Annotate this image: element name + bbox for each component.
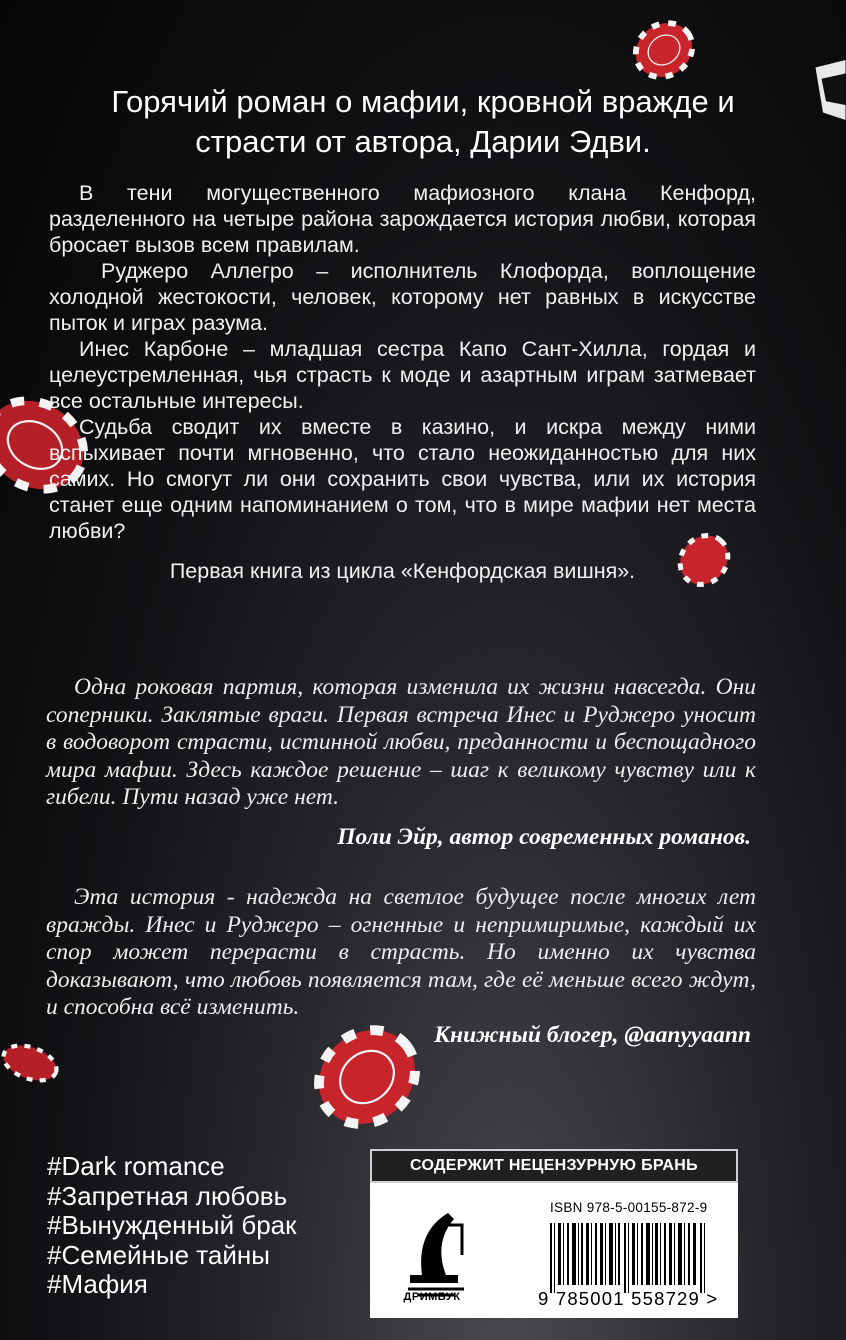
description xyxy=(49,180,756,584)
review-author: Книжный блогер, @aanyyaann xyxy=(434,1022,751,1048)
headline-line: Горячий роман о мафии, кровной вражде и xyxy=(111,84,735,119)
poker-chip-icon xyxy=(632,18,696,82)
poker-chip-icon xyxy=(312,1022,422,1132)
hashtag: #Dark romance xyxy=(47,1151,225,1181)
review-text: Эта история - надежда на светлое будущее после многих лет вражды. Инес и Руджеро – огненные и непримиримые, каждый их спор может перерасти в страсть. Но именно их чувства доказывают, что любовь появляется там, где её меньше всего ждут, и способна всё изменить. xyxy=(46,884,756,1020)
review-text: Одна роковая партия, которая изменила их жизни навсегда. Они соперники. Заклятые враги. Первая встреча Инес и Руджеро уносит в водоворот страсти, истинной любви, преданности и беспощадного мира мафии. Здесь каждое решение – шаг к великому чувству или к гибели. Пути назад уже нет. xyxy=(46,674,756,810)
description-paragraph: Судьба сводит их вместе в казино, и искра между ними вспыхивает почти мгновенно, что стало неожиданностью для них самих. Но смогут ли они сохранить свои чувства, или их история станет еще одним напоминанием о том, что в мире мафии нет места любви? xyxy=(49,415,756,543)
hashtag: #Семейные тайны xyxy=(47,1239,270,1270)
review-quote xyxy=(46,884,756,1022)
description-paragraph: В тени могущественного мафиозного клана Кенфорд, разделенного на четыре района зарождается история любви, которая бросает вызов всем правилам. xyxy=(49,181,756,257)
barcode xyxy=(550,1223,710,1293)
headline xyxy=(60,82,786,162)
poker-chip-icon xyxy=(800,60,846,120)
hashtag-list xyxy=(47,1152,297,1300)
barcode-number: 9 785001 558729 > xyxy=(538,1288,719,1309)
publisher-name: ДРИМБУК xyxy=(403,1291,461,1303)
content-warning: СОДЕРЖИТ НЕЦЕНЗУРНУЮ БРАНЬ xyxy=(370,1149,738,1183)
series-note: Первая книга из цикла «Кенфордская вишня». xyxy=(169,559,636,583)
hashtag: #Вынужденный брак xyxy=(47,1210,297,1240)
hashtag: #Мафия xyxy=(47,1269,148,1299)
poker-chip-icon xyxy=(0,1038,60,1088)
review-author: Поли Эйр, автор современных романов. xyxy=(337,824,751,850)
headline-line: страсти от автора, Дарии Эдви. xyxy=(195,124,651,159)
isbn-text: ISBN 978-5-00155-872-9 xyxy=(550,1200,708,1215)
review-quote xyxy=(46,674,756,812)
description-paragraph: Руджеро Аллегро – исполнитель Клофорда, воплощение холодной жестокости, человек, которому нет равных в искусстве пыток и играх разума. xyxy=(49,259,756,335)
hashtag: #Запретная любовь xyxy=(47,1180,288,1211)
barcode-panel xyxy=(370,1183,738,1318)
description-paragraph: Инес Карбоне – младшая сестра Капо Сант-Хилла, гордая и целеустремленная, чья страсть к моде и азартным играм затмевает все остальные интересы. xyxy=(49,337,756,413)
